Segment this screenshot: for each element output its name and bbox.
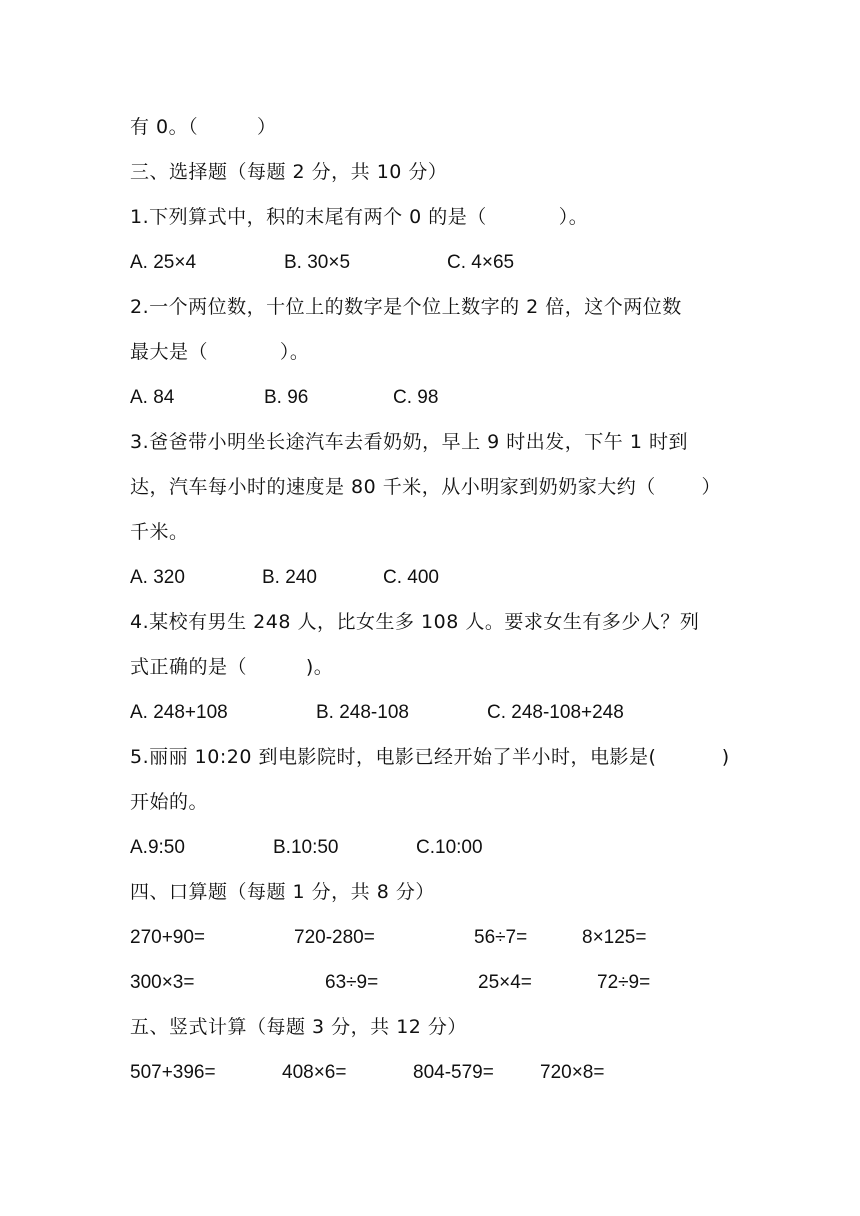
q1-option-a: A. 25×4 — [130, 252, 197, 273]
q2-option-c: C. 98 — [393, 387, 439, 408]
q5-option-b: B.10:50 — [273, 837, 339, 858]
q4-option-c: C. 248-108+248 — [487, 702, 624, 723]
oral-r2-c1: 300×3= — [130, 972, 195, 993]
question-3-line-1: 3.爸爸带小明坐长途汽车去看奶奶，早上 9 时出发，下午 1 时到 — [130, 431, 688, 453]
q3-option-a: A. 320 — [130, 567, 185, 588]
question-1: 1.下列算式中，积的末尾有两个 0 的是（ ）。 — [130, 206, 589, 228]
q5-option-c: C.10:00 — [416, 837, 483, 858]
q2-option-a: A. 84 — [130, 387, 175, 408]
section-3-heading: 三、选择题（每题 2 分，共 10 分） — [130, 161, 448, 183]
oral-r1-c1: 270+90= — [130, 927, 206, 948]
q1-option-c: C. 4×65 — [447, 252, 515, 273]
oral-r1-c4: 8×125= — [582, 927, 647, 948]
oral-r2-c2: 63÷9= — [325, 972, 379, 993]
q1-option-b: B. 30×5 — [284, 252, 351, 273]
q4-option-a: A. 248+108 — [130, 702, 228, 723]
oral-r1-c2: 720-280= — [294, 927, 375, 948]
section-5-heading: 五、竖式计算（每题 3 分，共 12 分） — [130, 1016, 467, 1038]
question-3-line-2: 达，汽车每小时的速度是 80 千米，从小明家到奶奶家大约（ ） — [130, 476, 722, 498]
q3-option-b: B. 240 — [262, 567, 317, 588]
question-2-line-2: 最大是（ ）。 — [130, 341, 310, 363]
oral-r2-c4: 72÷9= — [597, 972, 651, 993]
oral-r1-c3: 56÷7= — [474, 927, 528, 948]
oral-r2-c3: 25×4= — [478, 972, 532, 993]
section-4-heading: 四、口算题（每题 1 分，共 8 分） — [130, 881, 435, 903]
vertical-calc-2: 408×6= — [282, 1062, 347, 1083]
q5-option-a: A.9:50 — [130, 837, 185, 858]
q3-option-c: C. 400 — [383, 567, 439, 588]
q2-option-b: B. 96 — [264, 387, 309, 408]
vertical-calc-3: 804-579= — [413, 1062, 494, 1083]
question-2-line-1: 2.一个两位数，十位上的数字是个位上数字的 2 倍，这个两位数 — [130, 296, 682, 318]
question-5-line-2: 开始的。 — [130, 791, 209, 813]
vertical-calc-4: 720×8= — [540, 1062, 605, 1083]
question-4-line-2: 式正确的是（ )。 — [130, 656, 334, 678]
continued-statement: 有 0。（ ） — [130, 116, 277, 138]
question-4-line-1: 4.某校有男生 248 人，比女生多 108 人。要求女生有多少人？列 — [130, 611, 700, 633]
question-5-line-1: 5.丽丽 10:20 到电影院时，电影已经开始了半小时，电影是( ) — [130, 746, 730, 768]
question-3-line-3: 千米。 — [130, 521, 189, 543]
vertical-calc-1: 507+396= — [130, 1062, 216, 1083]
q4-option-b: B. 248-108 — [316, 702, 409, 723]
